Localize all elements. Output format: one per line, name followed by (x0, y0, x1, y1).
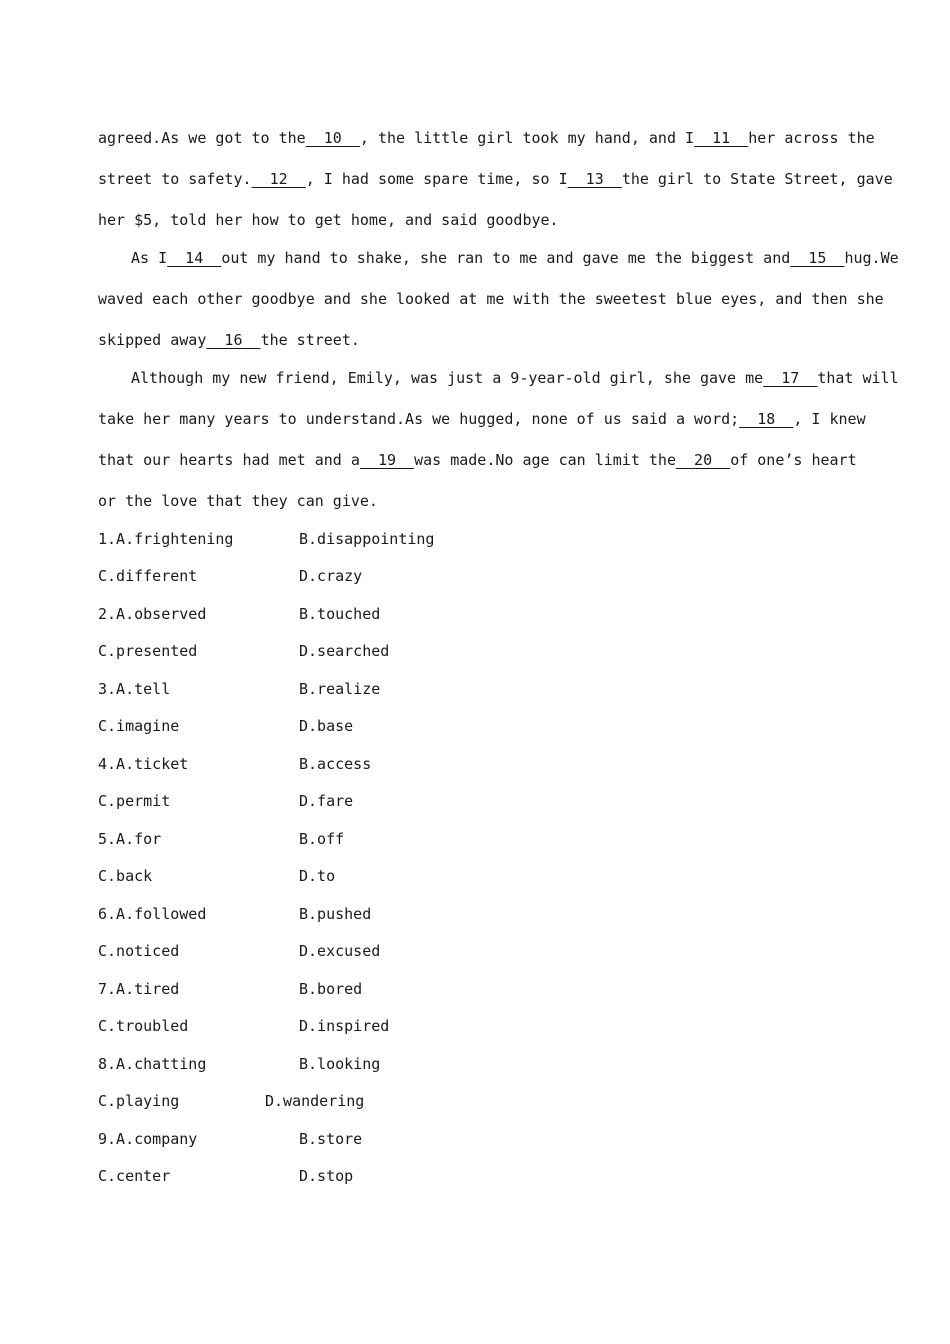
option-left: C.playing (98, 1092, 180, 1110)
option-left: 6.A.followed (98, 905, 207, 923)
option-right: B.pushed (299, 905, 372, 923)
option-right: D.base (299, 717, 354, 735)
blank-15: 15 (790, 249, 845, 267)
option-left: C.permit (98, 792, 171, 810)
option-left: 1.A.frightening (98, 530, 234, 548)
option-left: C.imagine (98, 717, 180, 735)
blank-19: 19 (359, 451, 415, 469)
option-right: B.bored (299, 980, 363, 998)
passage-text: hug.We (844, 249, 899, 267)
option-left: C.presented (98, 642, 198, 660)
passage-line (131, 248, 899, 268)
passage-text: take her many years to understand.As we hugged, none of us said a word; (98, 410, 740, 428)
passage-text: agreed.As we got to the (98, 129, 306, 147)
option-right: D.crazy (299, 567, 363, 585)
option-right: B.access (299, 755, 372, 773)
option-left: C.troubled (98, 1017, 189, 1035)
passage-text: , I had some spare time, so I (305, 170, 568, 188)
option-right: D.to (299, 867, 336, 885)
passage-line (98, 289, 884, 309)
option-right: D.fare (299, 792, 354, 810)
option-left: 2.A.observed (98, 605, 207, 623)
passage-text: street to safety. (98, 170, 252, 188)
option-right: B.realize (299, 680, 381, 698)
option-right: D.excused (299, 942, 381, 960)
passage-line (98, 450, 857, 470)
option-left: C.different (98, 567, 198, 585)
passage-line (131, 368, 899, 388)
passage-text: her $5, told her how to get home, and said goodbye. (98, 211, 559, 229)
option-left: 4.A.ticket (98, 755, 189, 773)
passage-text: , I knew (793, 410, 866, 428)
passage-text: out my hand to shake, she ran to me and gave me the biggest and (221, 249, 791, 267)
passage-text: of one’s heart (730, 451, 857, 469)
passage-text: that will (817, 369, 899, 387)
blank-16: 16 (206, 331, 261, 349)
option-right: D.searched (299, 642, 390, 660)
blank-20: 20 (676, 451, 731, 469)
option-left: 3.A.tell (98, 680, 171, 698)
option-right: D.stop (299, 1167, 354, 1185)
passage-line (98, 330, 360, 350)
passage-text: her across the (748, 129, 875, 147)
passage-text: As I (131, 249, 168, 267)
option-left: C.back (98, 867, 153, 885)
passage-text: waved each other goodbye and she looked at me with the sweetest blue eyes, and then she (98, 290, 884, 308)
option-right: B.store (299, 1130, 363, 1148)
passage-line (98, 128, 875, 148)
option-left: 9.A.company (98, 1130, 198, 1148)
passage-text: that our hearts had met and a (98, 451, 360, 469)
passage-text: the street. (260, 331, 360, 349)
blank-17: 17 (763, 369, 818, 387)
passage-text: the girl to State Street, gave (621, 170, 893, 188)
passage-line (98, 491, 378, 511)
passage-text: or the love that they can give. (98, 492, 378, 510)
option-left: 7.A.tired (98, 980, 180, 998)
option-left: 5.A.for (98, 830, 162, 848)
blank-10: 10 (305, 129, 360, 147)
option-right: B.looking (299, 1055, 381, 1073)
option-right: D.inspired (299, 1017, 390, 1035)
passage-text: skipped away (98, 331, 207, 349)
passage-text: was made.No age can limit the (414, 451, 676, 469)
blank-13: 13 (567, 170, 622, 188)
blank-11: 11 (694, 129, 749, 147)
passage-text: , the little girl took my hand, and I (359, 129, 695, 147)
option-right: B.off (299, 830, 345, 848)
option-right: D.wandering (265, 1092, 365, 1110)
blank-14: 14 (167, 249, 222, 267)
blank-18: 18 (739, 410, 794, 428)
blank-12: 12 (251, 170, 306, 188)
option-left: C.center (98, 1167, 171, 1185)
passage-line (98, 210, 559, 230)
option-left: C.noticed (98, 942, 180, 960)
option-right: B.touched (299, 605, 381, 623)
option-right: B.disappointing (299, 530, 435, 548)
passage-line (98, 169, 893, 189)
passage-line (98, 409, 866, 429)
passage-text: Although my new friend, Emily, was just a 9-year-old girl, she gave me (131, 369, 764, 387)
option-left: 8.A.chatting (98, 1055, 207, 1073)
